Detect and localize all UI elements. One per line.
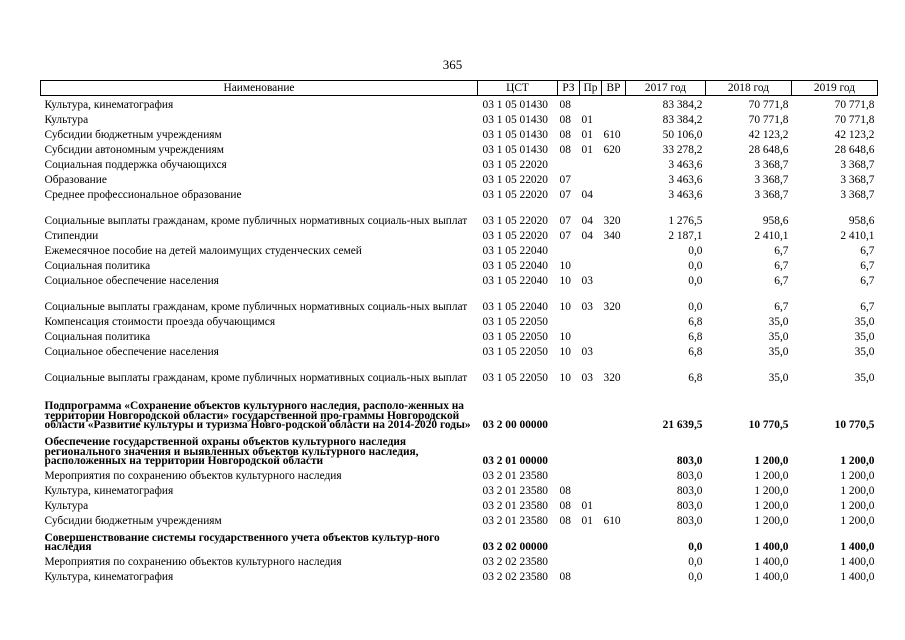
cell-2018: 1 400,0 — [754, 556, 789, 568]
cell-cst: 03 1 05 22020 — [482, 174, 548, 186]
cell-cst: 03 2 00 00000 — [482, 419, 548, 431]
cell-rz: 08 — [559, 571, 571, 583]
cell-pr: 04 — [581, 189, 593, 201]
cell-2019: 6,7 — [860, 275, 875, 287]
header-vr: ВР — [602, 81, 626, 96]
cell-rz: 07 — [559, 189, 571, 201]
cell-2019: 1 400,0 — [840, 541, 875, 553]
table-row — [41, 497, 878, 512]
page-number: 365 — [442, 57, 463, 72]
cell-2018: 6,7 — [774, 275, 789, 287]
cell-pr: 01 — [581, 515, 593, 527]
cell-2017: 83 384,2 — [662, 114, 703, 126]
cell-2018: 1 200,0 — [754, 455, 789, 467]
cell-name — [41, 512, 478, 527]
cell-2017: 1 276,5 — [668, 215, 703, 227]
cell-name — [41, 242, 478, 257]
row-label: Мероприятия по сохранению объектов культурного наследия — [44, 556, 342, 568]
table-row — [41, 313, 878, 328]
table-row — [41, 512, 878, 527]
cell-name — [41, 126, 478, 141]
cell-2017: 803,0 — [676, 470, 703, 482]
cell-2018: 1 200,0 — [754, 515, 789, 527]
row-label: Социальные выплаты гражданам, кроме публичных нормативных социаль-ных выплат — [44, 215, 468, 228]
cell-vr — [602, 171, 626, 186]
cell-cst: 03 1 05 22020 — [482, 215, 548, 227]
cell-cst: 03 2 01 00000 — [482, 455, 548, 467]
cell-vr — [602, 343, 626, 358]
cell-rz: 08 — [559, 144, 571, 156]
cell-rz: 07 — [559, 174, 571, 186]
cell-2019: 10 770,5 — [834, 419, 875, 431]
cell-pr: 04 — [581, 230, 593, 242]
row-label: Социальные выплаты гражданам, кроме публичных нормативных социаль-ных выплат — [44, 372, 468, 385]
cell-2017: 33 278,2 — [662, 144, 703, 156]
cell-2019: 1 200,0 — [840, 455, 875, 467]
cell-2017: 0,0 — [688, 556, 703, 568]
cell-cst: 03 1 05 22040 — [482, 260, 548, 272]
cell-2018: 6,7 — [774, 260, 789, 272]
cell-cst: 03 1 05 01430 — [482, 114, 548, 126]
cell-2018: 3 368,7 — [754, 159, 789, 171]
cell-2017: 2 187,1 — [668, 230, 703, 242]
cell-2017: 0,0 — [688, 245, 703, 257]
table-row — [41, 96, 878, 112]
cell-cst: 03 1 05 22040 — [482, 245, 548, 257]
cell-2018: 6,7 — [774, 245, 789, 257]
cell-2017: 3 463,6 — [668, 159, 703, 171]
cell-2018: 28 648,6 — [748, 144, 789, 156]
cell-vr — [602, 553, 626, 568]
cell-rz: 07 — [559, 230, 571, 242]
cell-2019: 3 368,7 — [840, 189, 875, 201]
cell-vr: 620 — [603, 144, 621, 156]
cell-pr — [580, 242, 602, 257]
cell-2019: 1 200,0 — [840, 485, 875, 497]
cell-pr — [580, 568, 602, 583]
cell-2018: 42 123,2 — [748, 129, 789, 141]
cell-2019: 1 400,0 — [840, 571, 875, 583]
cell-name — [41, 227, 478, 242]
cell-2017: 50 106,0 — [662, 129, 703, 141]
row-label: Образование — [44, 174, 107, 186]
cell-2019: 42 123,2 — [834, 129, 875, 141]
cell-2019: 70 771,8 — [834, 114, 875, 126]
cell-2018: 6,7 — [774, 301, 789, 313]
cell-cst: 03 1 05 01430 — [482, 129, 548, 141]
cell-name — [41, 328, 478, 343]
cell-2018: 35,0 — [768, 331, 789, 343]
cell-cst: 03 2 01 23580 — [482, 515, 548, 527]
cell-cst: 03 1 05 01430 — [482, 144, 548, 156]
cell-vr: 340 — [603, 230, 621, 242]
header-2019: 2019 год — [792, 81, 878, 96]
cell-vr: 320 — [603, 372, 621, 384]
cell-pr: 03 — [581, 275, 593, 287]
row-label: Мероприятия по сохранению объектов культурного наследия — [44, 470, 342, 482]
cell-2019: 35,0 — [854, 346, 875, 358]
table-body — [41, 96, 878, 584]
cell-rz — [558, 431, 580, 467]
cell-pr — [580, 527, 602, 553]
cell-2019: 2 410,1 — [840, 230, 875, 242]
table-row — [41, 227, 878, 242]
cell-name — [41, 467, 478, 482]
cell-pr — [580, 257, 602, 272]
row-label: Социальное обеспечение населения — [44, 346, 219, 358]
table-row — [41, 242, 878, 257]
cell-pr: 03 — [581, 346, 593, 358]
cell-name — [41, 358, 478, 384]
cell-2017: 0,0 — [688, 260, 703, 272]
row-label: Субсидии бюджетным учреждениям — [44, 129, 222, 141]
cell-pr — [580, 156, 602, 171]
cell-rz — [558, 527, 580, 553]
cell-2017: 0,0 — [688, 275, 703, 287]
cell-name — [41, 343, 478, 358]
cell-name — [41, 287, 478, 313]
cell-vr: 610 — [603, 515, 621, 527]
table-row — [41, 482, 878, 497]
cell-name — [41, 527, 478, 553]
cell-2017: 6,8 — [688, 316, 703, 328]
cell-pr: 01 — [581, 500, 593, 512]
cell-name — [41, 384, 478, 431]
cell-pr — [580, 431, 602, 467]
header-rz: РЗ — [558, 81, 580, 96]
cell-2018: 70 771,8 — [748, 114, 789, 126]
cell-cst: 03 2 01 23580 — [482, 470, 548, 482]
cell-2017: 3 463,6 — [668, 189, 703, 201]
cell-name — [41, 257, 478, 272]
cell-2018: 70 771,8 — [748, 99, 789, 111]
cell-2019: 35,0 — [854, 331, 875, 343]
cell-cst: 03 1 05 22050 — [482, 331, 548, 343]
header-2018: 2018 год — [706, 81, 792, 96]
table-row — [41, 328, 878, 343]
cell-vr — [602, 186, 626, 201]
cell-pr: 03 — [581, 372, 593, 384]
cell-pr — [580, 171, 602, 186]
cell-2019: 3 368,7 — [840, 174, 875, 186]
row-label: Субсидии бюджетным учреждениям — [44, 515, 222, 527]
cell-vr — [602, 482, 626, 497]
cell-pr: 04 — [581, 215, 593, 227]
cell-2018: 3 368,7 — [754, 189, 789, 201]
row-label: Субсидии автономным учреждениям — [44, 144, 224, 156]
row-label: Стипендии — [44, 230, 99, 242]
cell-name — [41, 568, 478, 583]
cell-name — [41, 156, 478, 171]
row-label: Социальная политика — [44, 331, 151, 343]
cell-cst: 03 2 02 23580 — [482, 571, 548, 583]
cell-name — [41, 431, 478, 467]
cell-cst: 03 2 01 23580 — [482, 485, 548, 497]
cell-rz — [558, 384, 580, 431]
row-label: Ежемесячное пособие на детей малоимущих студенческих семей — [44, 245, 362, 257]
table-row — [41, 201, 878, 227]
cell-rz: 10 — [559, 331, 571, 343]
cell-name — [41, 141, 478, 156]
table-row — [41, 111, 878, 126]
cell-cst: 03 1 05 22050 — [482, 346, 548, 358]
cell-pr — [580, 313, 602, 328]
cell-cst: 03 1 05 01430 — [482, 99, 548, 111]
table-row — [41, 467, 878, 482]
table-row — [41, 343, 878, 358]
cell-vr — [602, 384, 626, 431]
cell-2019: 1 200,0 — [840, 500, 875, 512]
cell-vr — [602, 568, 626, 583]
cell-2018: 1 200,0 — [754, 500, 789, 512]
cell-2017: 803,0 — [676, 500, 703, 512]
cell-rz: 10 — [559, 275, 571, 287]
cell-vr — [602, 313, 626, 328]
cell-2018: 10 770,5 — [748, 419, 789, 431]
cell-2017: 0,0 — [688, 301, 703, 313]
table-row — [41, 431, 878, 467]
table-row — [41, 171, 878, 186]
table-row — [41, 527, 878, 553]
table-row — [41, 568, 878, 583]
cell-rz — [558, 553, 580, 568]
cell-2018: 958,6 — [762, 215, 789, 227]
budget-table — [40, 80, 878, 583]
cell-name — [41, 313, 478, 328]
table-row — [41, 553, 878, 568]
cell-2018: 35,0 — [768, 346, 789, 358]
header-name: Наименование — [41, 81, 478, 96]
cell-pr — [580, 467, 602, 482]
cell-pr: 01 — [581, 144, 593, 156]
cell-2017: 803,0 — [676, 485, 703, 497]
cell-2018: 1 400,0 — [754, 541, 789, 553]
cell-cst: 03 1 05 22050 — [482, 372, 548, 384]
cell-2018: 1 400,0 — [754, 571, 789, 583]
cell-cst: 03 1 05 22040 — [482, 301, 548, 313]
cell-vr: 320 — [603, 215, 621, 227]
table-row — [41, 156, 878, 171]
cell-rz: 08 — [559, 500, 571, 512]
header-pr: Пр — [580, 81, 602, 96]
cell-2017: 6,8 — [688, 331, 703, 343]
cell-cst: 03 1 05 22050 — [482, 316, 548, 328]
table-row — [41, 126, 878, 141]
row-label: Социальная поддержка обучающихся — [44, 159, 227, 171]
cell-cst: 03 1 05 22020 — [482, 230, 548, 242]
row-label: Культура — [44, 114, 89, 126]
table-row — [41, 384, 878, 431]
cell-2019: 6,7 — [860, 301, 875, 313]
cell-2017: 3 463,6 — [668, 174, 703, 186]
table-row — [41, 257, 878, 272]
cell-2017: 21 639,5 — [662, 419, 703, 431]
row-label: Культура, кинематография — [44, 571, 174, 583]
cell-pr — [580, 384, 602, 431]
cell-2019: 6,7 — [860, 260, 875, 272]
cell-pr: 01 — [581, 114, 593, 126]
cell-2018: 35,0 — [768, 316, 789, 328]
header-2017: 2017 год — [626, 81, 706, 96]
cell-pr: 01 — [581, 129, 593, 141]
cell-name — [41, 272, 478, 287]
cell-vr — [602, 257, 626, 272]
cell-name — [41, 553, 478, 568]
cell-rz: 08 — [559, 129, 571, 141]
cell-rz — [558, 242, 580, 257]
cell-pr — [580, 482, 602, 497]
cell-rz: 10 — [559, 372, 571, 384]
row-label: Компенсация стоимости проезда обучающимся — [44, 316, 276, 328]
table-row — [41, 358, 878, 384]
table-row — [41, 186, 878, 201]
cell-cst: 03 2 01 23580 — [482, 500, 548, 512]
cell-2019: 6,7 — [860, 245, 875, 257]
cell-rz: 08 — [559, 515, 571, 527]
cell-name — [41, 186, 478, 201]
table-row — [41, 272, 878, 287]
cell-pr: 03 — [581, 301, 593, 313]
cell-2019: 958,6 — [848, 215, 875, 227]
table-row — [41, 141, 878, 156]
cell-name — [41, 171, 478, 186]
cell-vr: 320 — [603, 301, 621, 313]
table-header — [41, 81, 878, 96]
row-label: Социальное обеспечение населения — [44, 275, 219, 287]
cell-2019: 1 200,0 — [840, 515, 875, 527]
cell-name — [41, 201, 478, 227]
cell-rz: 08 — [559, 99, 571, 111]
cell-cst: 03 1 05 22020 — [482, 189, 548, 201]
row-label: Культура, кинематография — [44, 485, 174, 497]
row-label: Социальная политика — [44, 260, 151, 272]
cell-2017: 6,8 — [688, 346, 703, 358]
cell-cst: 03 2 02 00000 — [482, 541, 548, 553]
cell-2018: 1 200,0 — [754, 470, 789, 482]
cell-2019: 35,0 — [854, 316, 875, 328]
cell-pr — [580, 328, 602, 343]
row-label: Культура, кинематография — [44, 99, 174, 111]
cell-2019: 3 368,7 — [840, 159, 875, 171]
cell-rz — [558, 156, 580, 171]
cell-vr — [602, 497, 626, 512]
cell-rz: 07 — [559, 215, 571, 227]
cell-2019: 70 771,8 — [834, 99, 875, 111]
cell-2017: 803,0 — [676, 455, 703, 467]
cell-vr — [602, 272, 626, 287]
cell-cst: 03 1 05 22020 — [482, 159, 548, 171]
cell-2018: 1 200,0 — [754, 485, 789, 497]
row-label: Подпрограмма «Сохранение объектов культурного наследия, располо-женных на территории Новгородской области» государственной про-граммы Новгородской области «Развитие культуры и туризма Новго-родской области на 2014-2020 годы» — [44, 400, 471, 432]
cell-cst: 03 1 05 22040 — [482, 275, 548, 287]
row-label: Культура — [44, 500, 89, 512]
cell-2019: 35,0 — [854, 372, 875, 384]
cell-2017: 803,0 — [676, 515, 703, 527]
cell-2019: 28 648,6 — [834, 144, 875, 156]
cell-2018: 2 410,1 — [754, 230, 789, 242]
cell-2017: 83 384,2 — [662, 99, 703, 111]
table-row — [41, 287, 878, 313]
row-label: Социальные выплаты гражданам, кроме публичных нормативных социаль-ных выплат — [44, 301, 468, 314]
cell-vr — [602, 431, 626, 467]
cell-2019: 1 400,0 — [840, 556, 875, 568]
cell-vr — [602, 96, 626, 112]
cell-2018: 3 368,7 — [754, 174, 789, 186]
cell-rz: 10 — [559, 301, 571, 313]
cell-vr — [602, 111, 626, 126]
cell-vr — [602, 242, 626, 257]
cell-name — [41, 482, 478, 497]
cell-vr — [602, 527, 626, 553]
cell-rz — [558, 467, 580, 482]
cell-rz: 10 — [559, 346, 571, 358]
cell-2017: 6,8 — [688, 372, 703, 384]
cell-2018: 35,0 — [768, 372, 789, 384]
cell-cst: 03 2 02 23580 — [482, 556, 548, 568]
cell-name — [41, 497, 478, 512]
cell-2017: 0,0 — [688, 571, 703, 583]
cell-pr — [580, 96, 602, 112]
cell-name — [41, 111, 478, 126]
row-label: Среднее профессиональное образование — [44, 189, 242, 201]
cell-vr: 610 — [603, 129, 621, 141]
cell-vr — [602, 328, 626, 343]
row-label: Обеспечение государственной охраны объектов культурного наследия регионального значения и выявленных объектов культурного наследия, расположенных на территории Новгородской области — [44, 436, 419, 468]
cell-name — [41, 96, 478, 112]
cell-rz: 08 — [559, 114, 571, 126]
cell-pr — [580, 553, 602, 568]
cell-rz: 08 — [559, 485, 571, 497]
cell-2017: 0,0 — [688, 541, 703, 553]
cell-rz: 10 — [559, 260, 571, 272]
cell-rz — [558, 313, 580, 328]
cell-2019: 1 200,0 — [840, 470, 875, 482]
header-cst: ЦСТ — [478, 81, 558, 96]
cell-vr — [602, 467, 626, 482]
row-label: Совершенствование системы государственного учета объектов культур-ного наследия — [44, 531, 440, 554]
cell-vr — [602, 156, 626, 171]
